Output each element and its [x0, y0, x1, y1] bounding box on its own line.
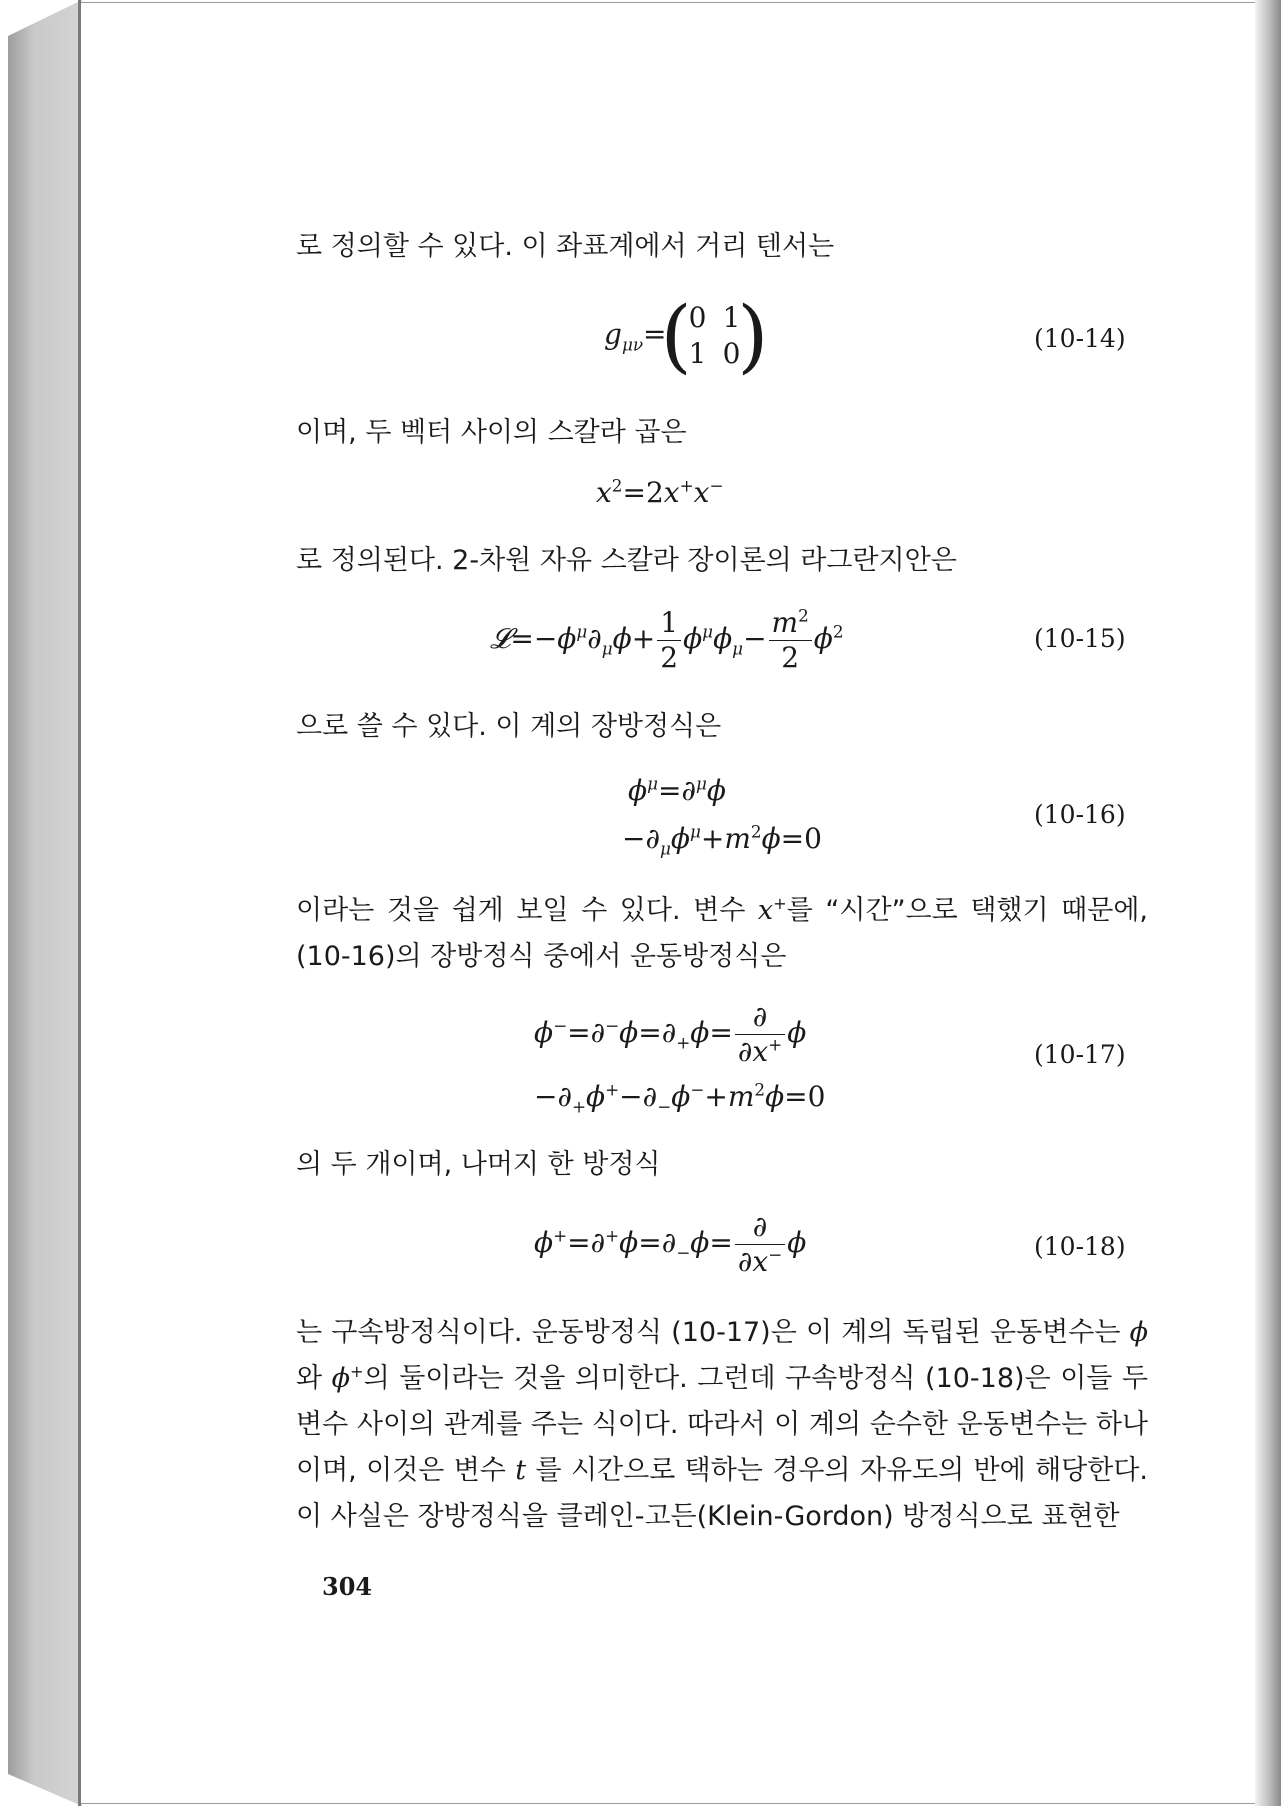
equation-number-10-14: (10-14) — [1034, 324, 1126, 353]
equation-scalar-product: $x^2=2x^+x^-$ — [596, 475, 724, 509]
page-number: 304 — [322, 1572, 373, 1601]
eq14-matrix: ( 0 1 1 0 ) — [660, 289, 769, 382]
equation-number-10-18: (10-18) — [1034, 1232, 1126, 1261]
equation-10-17-first: $\phi^-=\partial^-\phi=\partial_+\phi=$ $\frac{\partial}{\partial x^+}$ ϕ — [534, 1000, 807, 1068]
equation-10-16-first: $\phi^\mu=\partial^\mu\phi$ — [628, 773, 726, 807]
eq14-lhs: $g_{\mu\nu}$ — [604, 317, 644, 355]
equation-10-14: $g_{\mu\nu}=$ ( 0 1 1 0 ) — [604, 289, 769, 382]
equation-10-15: $𝓛=-\phi^\mu\partial_\mu\phi+$ $\frac{1}{2}$ $\phi^\mu\phi_\mu-$ $\frac{m^2}{2}$ $\phi^2$ — [490, 605, 844, 674]
text-line-7: 의 두 개이며, 나머지 한 방정식 — [296, 1149, 661, 1180]
page-right-edge — [1255, 0, 1281, 1806]
text-paragraph-line-4: 이며, 이것은 변수 t 를 시간으로 택하는 경우의 자유도의 반에 해당한다. — [296, 1455, 1148, 1486]
text-paragraph-line-2: 와 ϕ+의 둘이라는 것을 의미한다. 그런데 구속방정식 (10-18)은 이들 두 — [296, 1362, 1148, 1394]
text-paragraph-line-1: 는 구속방정식이다. 운동방정식 (10-17)은 이 계의 독립된 운동변수는 ϕ — [296, 1317, 1148, 1348]
text-paragraph-line-3: 변수 사이의 관계를 주는 식이다. 따라서 이 계의 순수한 운동변수는 하나 — [296, 1409, 1148, 1440]
text-line-5: 이라는 것을 쉽게 보일 수 있다. 변수 x+를 “시간”으로 택했기 때문에, — [296, 894, 1148, 926]
text-line-3: 로 정의된다. 2-차원 자유 스칼라 장이론의 라그란지안은 — [296, 545, 957, 576]
text-line-2: 이며, 두 벡터 사이의 스칼라 곱은 — [296, 417, 687, 448]
equation-number-10-17: (10-17) — [1034, 1040, 1126, 1069]
equation-10-18: $\phi^+=\partial^+\phi=\partial_-\phi=$ $\frac{\partial}{\partial x^-}$ ϕ — [534, 1210, 807, 1278]
book-spine — [8, 0, 82, 1806]
equation-number-10-16: (10-16) — [1034, 800, 1126, 829]
equation-number-10-15: (10-15) — [1034, 624, 1126, 653]
text-line-1: 로 정의할 수 있다. 이 좌표계에서 거리 텐서는 — [296, 231, 835, 262]
text-paragraph-line-5: 이 사실은 장방정식을 클레인-고든(Klein-Gordon) 방정식으로 표현한 — [296, 1501, 1120, 1532]
equation-10-17-second: $-\partial_+\phi^+-\partial_-\phi^-+m^2\phi=0$ — [534, 1079, 826, 1117]
text-line-6: (10-16)의 장방정식 중에서 운동방정식은 — [296, 941, 787, 972]
text-line-4: 으로 쓸 수 있다. 이 계의 장방정식은 — [296, 711, 722, 742]
equation-10-16-second: $-\partial_\mu\phi^\mu+m^2\phi=0$ — [622, 821, 822, 859]
